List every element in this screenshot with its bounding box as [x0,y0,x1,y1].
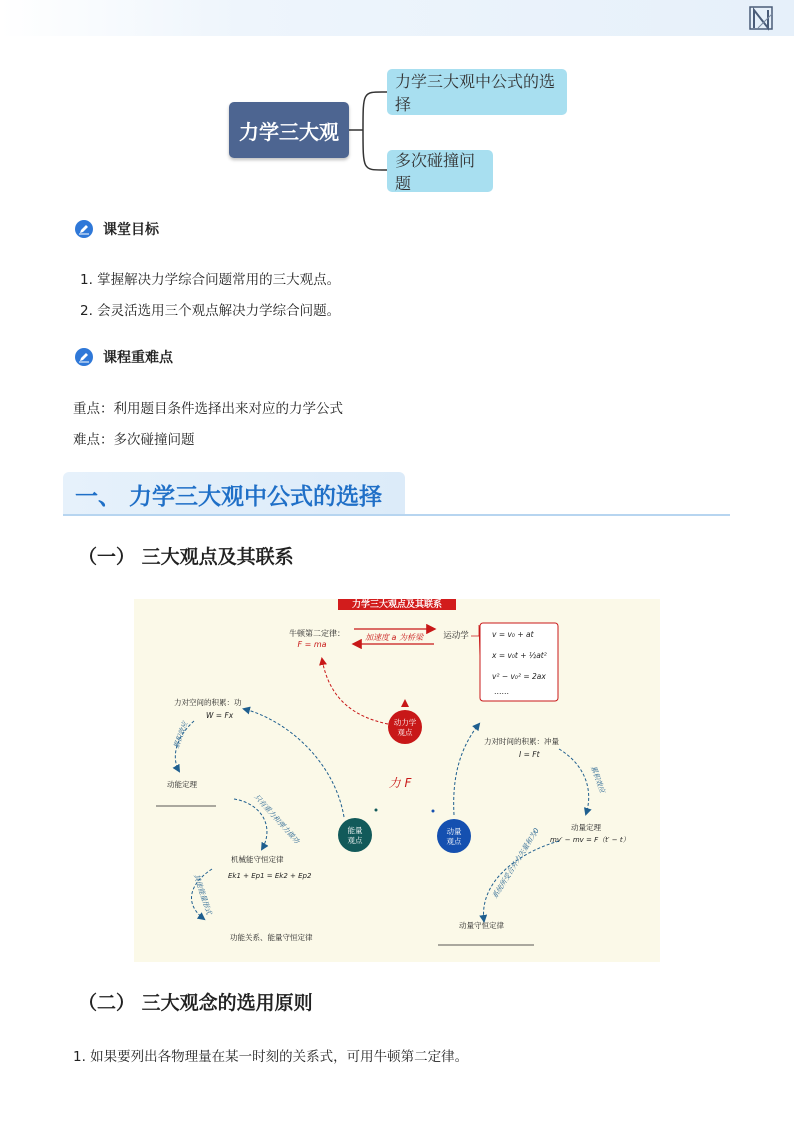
principle-item: 1. 如果要列出各物理量在某一时刻的关系式，可用牛顿第二定律。 [73,1049,469,1065]
energy-text: 观点 [347,836,363,845]
mech-formula: Ek1 + Ep1 = Ek2 + Ep2 [228,872,312,880]
concept-figure [134,599,660,962]
momentum-text: 动量 [446,827,462,836]
keypoints-title: 课程重难点 [103,350,173,366]
kin-formula: v = v₀ + at [492,630,534,639]
kin-formula: …… [494,687,509,696]
pen-icon [75,220,93,238]
section-divider [63,514,730,516]
keypoint-key: 重点：利用题目条件选择出来对应的力学公式 [73,401,343,417]
arc-label: 其他能量形式 [192,873,213,916]
momentum-circle [437,819,471,853]
mom-formula: mv′ − mv = F（t′ − t） [550,836,630,844]
work-formula: W = Fx [206,711,234,720]
energy-circle [338,818,372,852]
energy-text: 能量 [347,826,363,835]
momentum-text: 观点 [446,837,462,846]
ke-theorem: 动能定理 [167,780,197,789]
mindmap-root: 力学三大观 [229,102,349,158]
arc-label: 只有重力和弹力做功 [252,792,301,846]
mom-theorem: 动量定理 [571,823,601,832]
dynamics-arc [322,659,388,724]
func-energy: 功能关系、能量守恒定律 [230,933,313,942]
mech-energy: 机械能守恒定律 [231,855,284,864]
pen-icon [75,348,93,366]
section-title: 一、 力学三大观中公式的选择 [75,484,383,510]
subsection-title: （二） 三大观念的选用原则 [78,992,313,1014]
arc-label: 累积效应 [172,720,190,750]
time-integral-label: 力对时间的积累：冲量 [484,737,559,746]
space-integral-label: 力对空间的积累：功 [174,698,242,707]
keypoints-heading [75,347,173,367]
objectives-title: 课堂目标 [103,222,159,238]
mindmap-connector [349,80,389,190]
arc-label: 累积效应 [589,764,607,794]
kin-formula: x = v₀t + ½at² [492,651,547,660]
objective-item: 1. 掌握解决力学综合问题常用的三大观点。 [80,272,341,288]
dynamics-circle [388,710,422,744]
bridge-label: 加速度 a 为桥梁 [365,633,423,642]
newton-formula: F = ma [297,640,327,649]
momentum-to-impulse-arc [454,724,479,815]
mindmap-node-formula: 力学三大观中公式的选择 [387,69,567,115]
subsection-title: （一） 三大观点及其联系 [78,546,294,568]
arc-label: 系统所受合外力矢量和为0 [490,826,541,901]
dynamics-text: 观点 [397,728,413,737]
objective-item: 2. 会灵活选用三个观点解决力学综合问题。 [80,303,341,319]
impulse-formula: I = Ft [519,750,540,759]
dynamics-text: 动力学 [393,718,417,727]
newton-label: 牛顿第二定律： [289,629,345,638]
mom-conserv: 动量守恒定律 [459,921,504,930]
mindmap-node-collision: 多次碰撞问题 [387,150,493,192]
force-label: 力 F [388,776,412,790]
header-band [0,0,794,36]
figure-title: 力学三大观点及其联系 [351,600,443,610]
kinematics-label: 运动学 [443,631,469,641]
keypoint-difficult: 难点：多次碰撞问题 [73,432,195,448]
kin-formula: v² − v₀² = 2ax [492,672,546,681]
logo-icon [748,4,776,32]
objectives-heading [75,219,159,239]
